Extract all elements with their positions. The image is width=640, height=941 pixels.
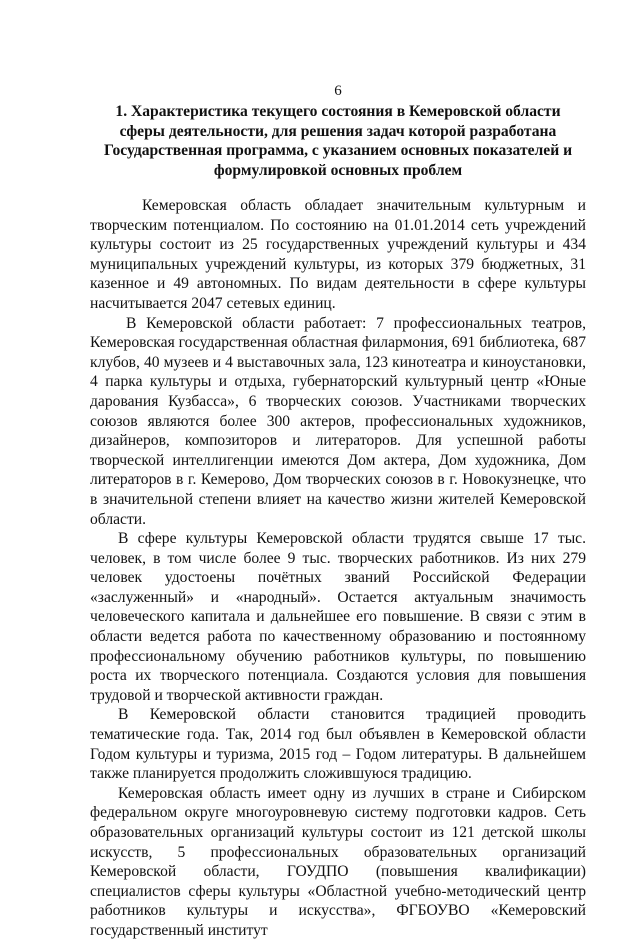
section-heading: 1. Характеристика текущего состояния в Кемеровской области сферы деятельности, для решения задач которой разработана Государственная программа, с указанием основных показателей и формулировкой основных проблем — [103, 103, 573, 179]
paragraph-thematic-years: В Кемеровской области становится традицией проводить тематические года. Так, 2014 год был объявлен в Кемеровской области Годом культуры и туризма, 2015 год – Годом литературы. В дальнейшем также планируется продолжить сложившуюся традицию. — [90, 706, 586, 783]
paragraph-education-system: Кемеровская область имеет одну из лучших в стране и Сибирском федеральном округе многоуровневую систему подготовки кадров. Сеть образовательных организаций культуры состоит из 121 детской школы искусств, 5 профессиональных образовательных организаций Кемеровской области, ГОУДПО (повышения квалификации) специалистов сферы культуры «Областной учебно-методический центр работников культуры и искусства», ФГБОУВО «Кемеровский государственный институт — [90, 784, 586, 939]
paragraph-institutions: В Кемеровской области работает: 7 профессиональных театров, Кемеровская государственная областная филармония, 691 библиотека, 687 клубов, 40 музеев и 4 выставочных зала, 123 кинотеатра и киноустановки, 4 парка культуры и отдыха, губернаторский культурный центр «Юные дарования Кузбасса», 6 творческих союзов. Участниками творческих союзов являются более 300 актеров, профессиональных художников, дизайнеров, композиторов и литераторов. Для успешной работы творческой интеллигенции имеются Дом актера, Дом художника, Дом литераторов в г. Кемерово, Дом творческих союзов в г. Новокузнецке, что в значительной степени влияет на качество жизни жителей Кемеровской области. — [90, 314, 586, 528]
paragraph-workforce: В сфере культуры Кемеровской области трудятся свыше 17 тыс. человек, в том числе более 9 тыс. творческих работников. Из них 279 человек удостоены почётных званий Российской Федерации «заслуженный» и «народный». Остается актуальным значимость человеческого капитала и дальнейшее его повышение. В связи с этим в области ведется работа по качественному образованию и постоянному профессиональному обучению работников культуры, по повышению роста их творческого потенциала. Создаются условия для повышения трудовой и творческой активности граждан. — [90, 530, 586, 704]
document-page — [90, 82, 586, 941]
paragraph-cultural-potential: Кемеровская область обладает значительным культурным и творческим потенциалом. По состоянию на 01.01.2014 сеть учреждений культуры состоит из 25 государственных учреждений культуры и 434 муниципальных учреждений культуры, из которых 379 бюджетных, 31 казенное и 49 автономных. По видам деятельности в сфере культуры насчитывается 2047 сетевых единиц. — [90, 197, 586, 312]
page-number: 6 — [334, 83, 342, 99]
